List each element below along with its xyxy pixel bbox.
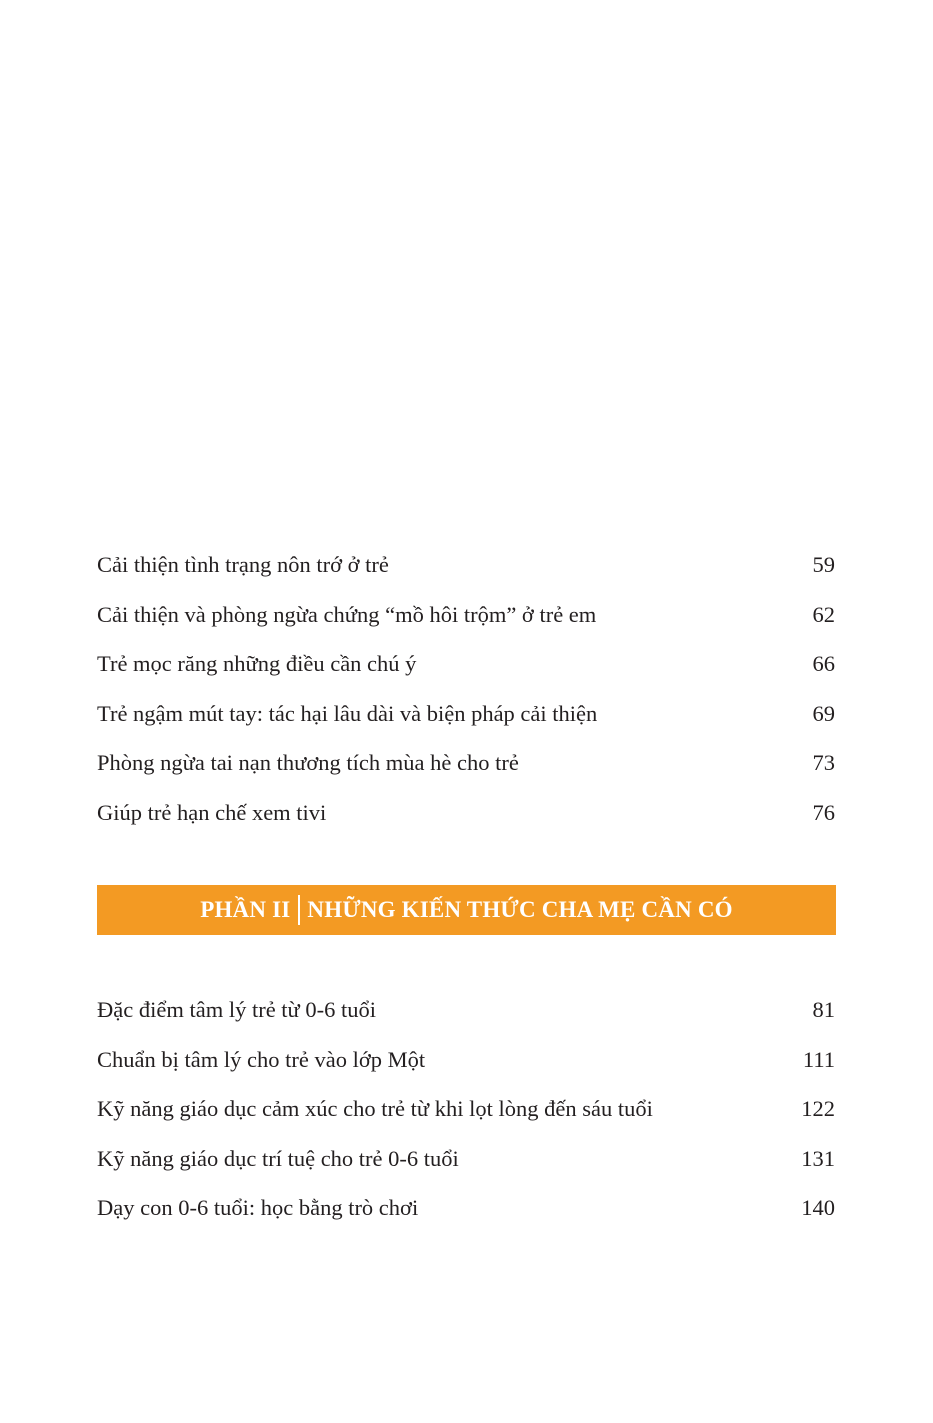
toc-entry[interactable] [97, 596, 835, 646]
toc-entry-title: Kỹ năng giáo dục trí tuệ cho trẻ 0-6 tuổi [97, 1145, 459, 1171]
toc-entry[interactable] [97, 546, 835, 596]
toc-entry-page: 76 [812, 799, 835, 825]
toc-entry[interactable] [97, 1140, 835, 1190]
toc-entry-title: Giúp trẻ hạn chế xem tivi [97, 799, 327, 825]
toc-entry-page: 140 [801, 1195, 835, 1220]
toc-entry-title: Chuẩn bị tâm lý cho trẻ vào lớp Một [97, 1046, 426, 1072]
section-banner[interactable] [97, 885, 836, 935]
toc-entry-title: Kỹ năng giáo dục cảm xúc cho trẻ từ khi lọt lòng đến sáu tuổi [97, 1096, 653, 1121]
toc-entry-page: 122 [801, 1096, 835, 1121]
toc-entry[interactable] [97, 1189, 835, 1239]
toc-entry-title: Cải thiện và phòng ngừa chứng “mồ hôi trộm” ở trẻ em [97, 601, 597, 627]
toc-entry-title: Cải thiện tình trạng nôn trớ ở trẻ [97, 552, 389, 577]
toc-entry[interactable] [97, 794, 835, 844]
toc-entry-title: Dạy con 0-6 tuổi: học bằng trò chơi [97, 1195, 419, 1220]
toc-entry-page: 69 [812, 700, 835, 726]
toc-entry[interactable] [97, 991, 835, 1041]
toc-entry-page: 111 [802, 1046, 835, 1072]
toc-entry[interactable] [97, 744, 835, 794]
toc-entry-title: Đặc điểm tâm lý trẻ từ 0-6 tuổi [97, 997, 376, 1022]
toc-entry-title: Trẻ ngậm mút tay: tác hại lâu dài và biện pháp cải thiện [97, 700, 598, 726]
toc-entry-page: 131 [801, 1145, 835, 1171]
section-part-label: PHẦN II [200, 897, 291, 922]
toc-list-before-section [97, 546, 835, 843]
toc-entry-page: 81 [812, 997, 835, 1022]
toc-entry-title: Phòng ngừa tai nạn thương tích mùa hè cho trẻ [97, 750, 519, 775]
toc-entry-page: 62 [812, 601, 835, 627]
toc-entry[interactable] [97, 1090, 835, 1140]
toc-entry[interactable] [97, 645, 835, 695]
toc-entry[interactable] [97, 695, 835, 745]
toc-list-after-section [97, 991, 835, 1239]
section-title: NHỮNG KIẾN THỨC CHA MẸ CẦN CÓ [307, 897, 733, 922]
toc-entry[interactable] [97, 1041, 835, 1091]
toc-entry-page: 59 [812, 552, 835, 577]
toc-entry-page: 66 [812, 651, 835, 676]
toc-entry-page: 73 [812, 750, 835, 775]
section-divider [298, 895, 300, 925]
toc-entry-title: Trẻ mọc răng những điều cần chú ý [97, 651, 417, 676]
